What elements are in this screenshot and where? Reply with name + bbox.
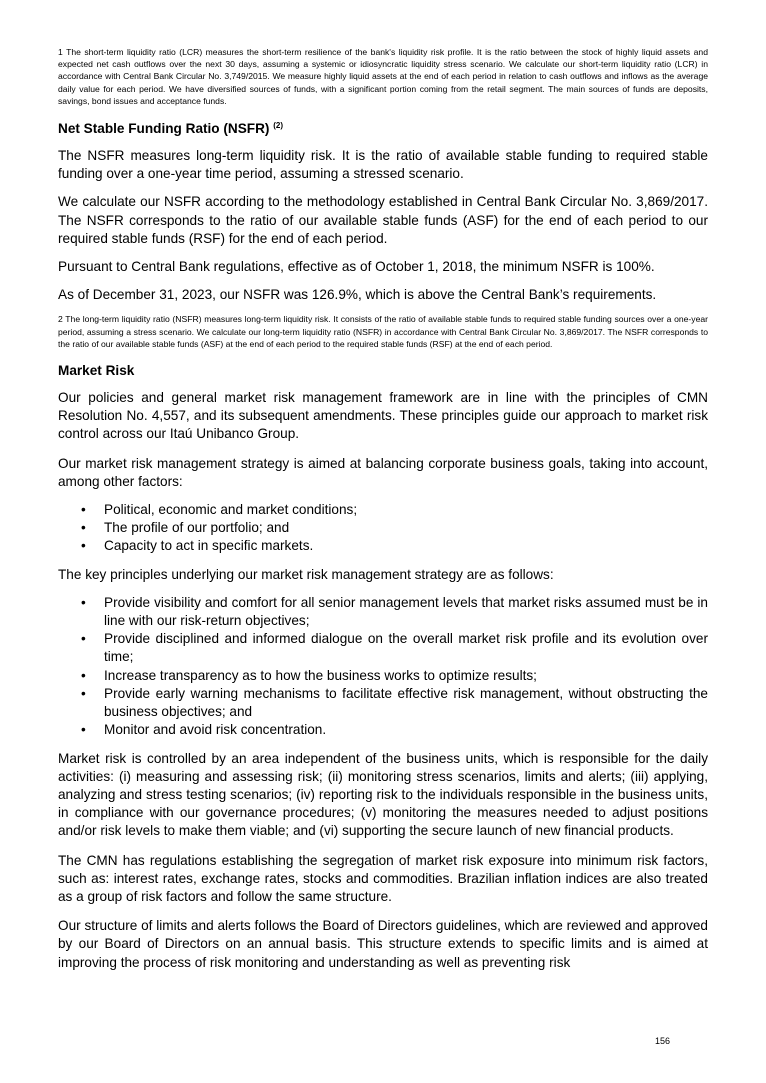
bullet-icon: •	[81, 685, 86, 701]
bullet-icon: •	[81, 631, 86, 647]
nsfr-paragraph: As of December 31, 2023, our NSFR was 126.9%, which is above the Central Bank’s requirements.	[58, 287, 657, 303]
list-item-text: Provide visibility and comfort for all senior management levels that market risks assumed must be in line with our risk-return objectives;	[104, 594, 708, 629]
strategy-factors-list	[58, 501, 708, 556]
list-item-text: Monitor and avoid risk concentration.	[104, 722, 327, 738]
bullet-icon: •	[81, 594, 86, 610]
nsfr-heading	[58, 120, 708, 137]
list-item-text: Provide disciplined and informed dialogue on the overall market risk profile and its evolution over time;	[104, 631, 708, 665]
bullet-icon: •	[81, 538, 86, 554]
list-item-text: Political, economic and market conditions;	[104, 502, 358, 518]
list-item-text: The profile of our portfolio; and	[104, 520, 290, 536]
nsfr-paragraph: Pursuant to Central Bank regulations, effective as of October 1, 2018, the minimum NSFR is 100%.	[58, 259, 655, 275]
document-page	[58, 46, 708, 972]
list-item	[58, 685, 708, 721]
bullet-icon: •	[81, 722, 86, 738]
list-item	[58, 537, 708, 555]
bullet-icon: •	[81, 502, 86, 518]
nsfr-paragraph: We calculate our NSFR according to the methodology established in Central Bank Circular No. 3,869/2017. The NSFR corresponds to the ratio of our available stable funds (ASF) for the end of each period to our required stable funds (RSF) for the end of each period.	[58, 194, 708, 246]
list-item-text: Increase transparency as to how the business works to optimize results;	[104, 667, 537, 683]
list-item	[58, 630, 708, 666]
market-risk-strategy: Our market risk management strategy is aimed at balancing corporate business goals, taking into account, among other factors:	[58, 455, 708, 489]
page-number: 156	[655, 1036, 671, 1046]
list-item	[58, 519, 708, 537]
market-risk-control: Market risk is controlled by an area independent of the business units, which is responsible for the daily activities: (i) measuring and assessing risk; (ii) monitoring stress scenarios, limits and alerts; (iii) applying, analyzing and stress testing scenarios; (iv) reporting risk to the individuals responsible in the business units, in compliance with our governance procedures; (v) monitoring the measures needed to adjust positions and/or risk levels to make them viable; and (vi) supporting the secure launch of new financial products.	[58, 750, 708, 839]
bullet-icon: •	[81, 520, 86, 536]
bullet-icon: •	[81, 667, 86, 683]
list-item	[58, 501, 708, 519]
principles-list	[58, 594, 708, 740]
cmn-regulations: The CMN has regulations establishing the segregation of market risk exposure into minimum risk factors, such as: interest rates, exchange rates, stocks and commodities. Brazilian inflation indices are also treated as a group of risk factors and follow the same structure.	[58, 852, 708, 904]
nsfr-heading-footnote-ref: (2)	[273, 121, 284, 131]
nsfr-heading-text: Net Stable Funding Ratio (NSFR)	[58, 121, 270, 137]
principles-intro: The key principles underlying our market risk management strategy are as follows:	[58, 566, 554, 582]
market-risk-intro: Our policies and general market risk management framework are in line with the principles of CMN Resolution No. 4,557, and its subsequent amendments. These principles guide our approach to market risk control across our Itaú Unibanco Group.	[58, 390, 708, 442]
list-item-text: Capacity to act in specific markets.	[104, 538, 314, 554]
list-item	[58, 667, 708, 685]
market-risk-heading: Market Risk	[58, 363, 135, 379]
list-item-text: Provide early warning mechanisms to facilitate effective risk management, without obstructing the business objectives; and	[104, 685, 708, 720]
list-item	[58, 594, 708, 630]
list-item	[58, 721, 708, 739]
nsfr-paragraph: The NSFR measures long-term liquidity risk. It is the ratio of available stable funding to required stable funding over a one-year time period, assuming a stressed scenario.	[58, 148, 708, 182]
footnote-lcr: 1 The short-term liquidity ratio (LCR) measures the short-term resilience of the bank's liquidity risk profile. It is the ratio between the stock of highly liquid assets and expected net cash outflows over the next 30 days, assuming a systemic or idiosyncratic liquidity stress scenario. We calculate our short-term liquidity ratio (LCR) in accordance with Central Bank Circular No. 3,749/2015. We measure highly liquid assets at the end of each period in relation to cash outflows and inflows as the average daily value for each period. We have diversified sources of funds, with a significant portion coming from the retail segment. The main sources of funds are deposits, savings, bond issues and acceptance funds.	[58, 47, 708, 106]
footnote-nsfr: 2 The long-term liquidity ratio (NSFR) measures long-term liquidity risk. It consists of the ratio of available stable funds to required stable funding sources over a one-year period, assuming a stress scenario. We calculate our long-term liquidity ratio (NSFR) in accordance with Central Bank Circular No. 3,869/2017. The NSFR corresponds to the ratio of our available stable funds (ASF) at the end of each period to the required stable funds (RSF) at the end of each period.	[58, 314, 708, 349]
limits-structure: Our structure of limits and alerts follows the Board of Directors guidelines, which are reviewed and approved by our Board of Directors on an annual basis. This structure extends to specific limits and is aimed at improving the process of risk monitoring and understanding as well as preventing risk	[58, 918, 708, 970]
